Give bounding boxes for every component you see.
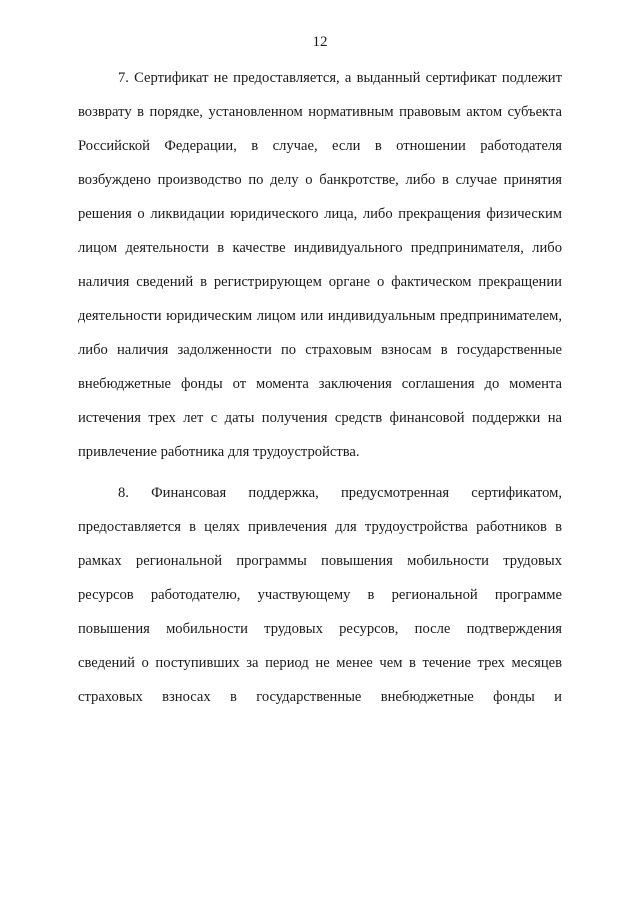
text-line: повышения мобильности трудовых ресурсов, после подтверждения — [78, 621, 562, 637]
paragraph-8 — [78, 484, 562, 722]
text-line: возбуждено производство по делу о банкротстве, либо в случае принятия — [78, 172, 562, 188]
page-number: 12 — [312, 34, 328, 50]
text-line: возврату в порядке, установленном нормативным правовым актом субъекта — [78, 104, 562, 120]
text-line: лицом деятельности в качестве индивидуального предпринимателя, либо — [78, 240, 562, 256]
text-line: 8. Финансовая поддержка, предусмотренная сертификатом, — [118, 485, 562, 501]
text-line: рамках региональной программы повышения мобильности трудовых — [78, 553, 562, 569]
text-line: 7. Сертификат не предоставляется, а выданный сертификат подлежит — [118, 70, 562, 86]
text-line: ресурсов работодателю, участвующему в региональной программе — [78, 587, 562, 603]
text-line: сведений о поступивших за период не менее чем в течение трех месяцев — [78, 655, 562, 671]
paragraph-7 — [78, 69, 562, 477]
text-line: либо наличия задолженности по страховым взносам в государственные — [78, 342, 562, 358]
text-line: Российской Федерации, в случае, если в отношении работодателя — [78, 138, 562, 154]
text-line: привлечение работника для трудоустройства. — [78, 444, 360, 460]
text-line: истечения трех лет с даты получения средств финансовой поддержки на — [78, 410, 562, 426]
text-line: страховых взносах в государственные внебюджетные фонды и — [78, 689, 562, 705]
text-line: деятельности юридическим лицом или индивидуальным предпринимателем, — [78, 308, 562, 324]
text-line: наличия сведений в регистрирующем органе о фактическом прекращении — [78, 274, 562, 290]
text-line: внебюджетные фонды от момента заключения соглашения до момента — [78, 376, 562, 392]
text-line: предоставляется в целях привлечения для трудоустройства работников в — [78, 519, 562, 535]
text-line: решения о ликвидации юридического лица, либо прекращения физическим — [78, 206, 562, 222]
